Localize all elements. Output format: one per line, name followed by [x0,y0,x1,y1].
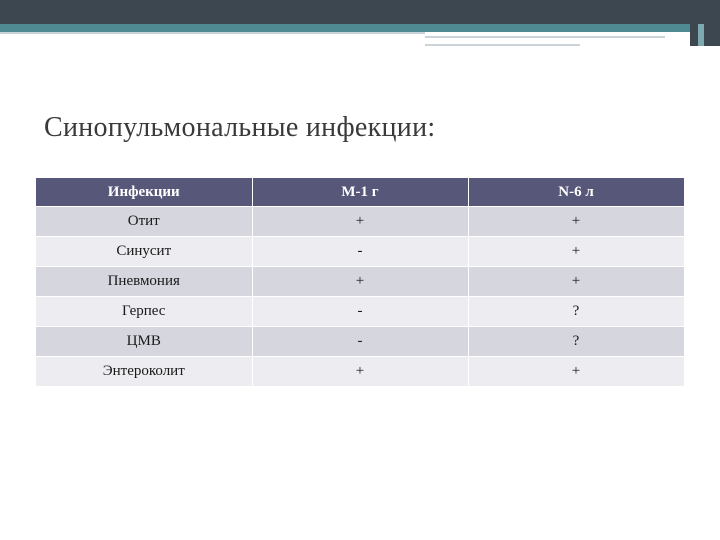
corner-decor-block [690,0,698,46]
table-cell: ? [468,327,684,357]
header-cell-n6: N-6 л [468,178,684,207]
table-row [36,207,684,237]
table-row [36,357,684,387]
decor-rule [0,32,425,34]
table-cell: - [252,297,468,327]
table-cell: Энтероколит [36,357,252,387]
table-cell: Отит [36,207,252,237]
table-cell: Пневмония [36,267,252,297]
table-cell: ЦМВ [36,327,252,357]
table-cell: - [252,327,468,357]
table-row [36,237,684,267]
table-cell: Герпес [36,297,252,327]
table-cell: ? [468,297,684,327]
table-cell: + [468,267,684,297]
corner-decor-block [704,0,720,46]
table-cell: + [252,357,468,387]
table-row [36,297,684,327]
table-header-row [36,178,684,207]
table-row [36,267,684,297]
table-row [36,327,684,357]
table-cell: - [252,237,468,267]
table-cell: + [252,207,468,237]
table-cell: + [468,237,684,267]
header-cell-infection: Инфекции [36,178,252,207]
slide-title: Синопульмональные инфекции: [44,112,436,143]
top-decor-bar [0,0,720,24]
header-cell-m1: М-1 г [252,178,468,207]
infections-table [36,178,685,386]
table-cell: Синусит [36,237,252,267]
table-cell: + [252,267,468,297]
table-cell: + [468,207,684,237]
decor-rule [425,44,580,46]
top-accent-stripe [0,24,720,32]
decor-rule [425,36,665,38]
table-cell: + [468,357,684,387]
